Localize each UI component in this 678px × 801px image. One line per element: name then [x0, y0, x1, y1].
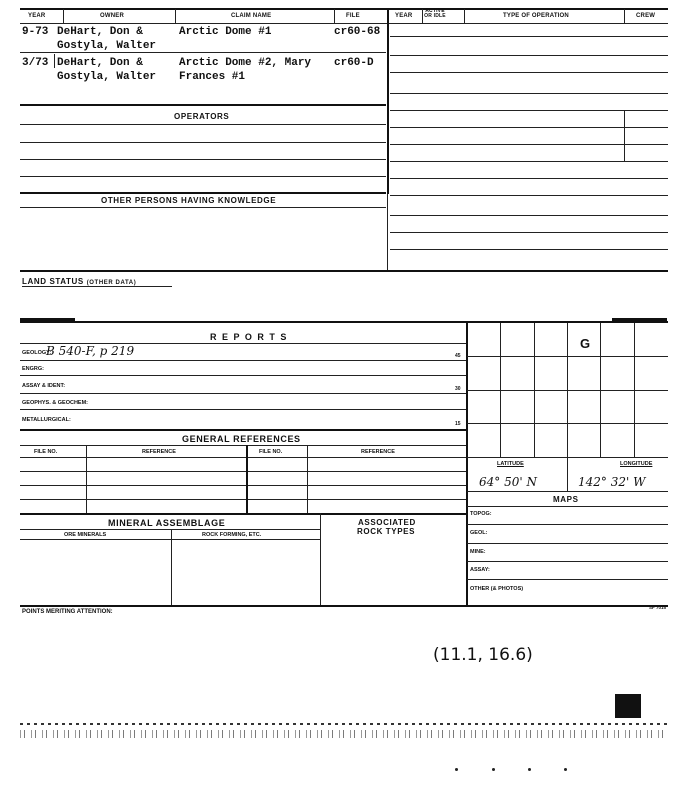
form-number: SF 7015	[649, 605, 667, 610]
col-header-active-or-idle: ACTIVE OR IDLE	[424, 8, 446, 19]
gr-col-file-no-2: FILE NO.	[259, 449, 283, 455]
row-line	[390, 36, 668, 37]
col-header-file: FILE	[346, 13, 360, 19]
row-line	[20, 393, 466, 394]
reports-number-1: 45	[455, 353, 461, 359]
divider	[171, 529, 172, 605]
row-line	[467, 491, 668, 492]
col-header-year-2: YEAR	[395, 13, 413, 19]
maps-assay-label: ASSAY:	[470, 567, 490, 573]
grid-line	[467, 356, 668, 357]
divider	[334, 9, 335, 23]
reports-heading: R E P O R T S	[210, 332, 288, 342]
longitude-value: 142° 32' W	[578, 475, 646, 489]
claim-2-owner-line-2: Gostyla, Walter	[57, 71, 157, 83]
maps-other-label: OTHER (& PHOTOS)	[470, 586, 524, 592]
ore-minerals-label: ORE MINERALS	[64, 532, 107, 538]
other-persons-heading: OTHER PERSONS HAVING KNOWLEDGE	[101, 196, 277, 205]
maps-mine-label: MINE:	[470, 549, 486, 555]
metallurgical-label: METALLURGICAL:	[22, 417, 71, 423]
operators-top	[20, 104, 386, 106]
operators-heading: OPERATORS	[174, 112, 230, 121]
row-line	[467, 543, 668, 544]
col-header-owner: OWNER	[100, 13, 124, 19]
land-status-label: LAND STATUS	[22, 277, 84, 286]
scan-mark	[20, 318, 75, 323]
col-header-crew: CREW	[636, 13, 656, 19]
row-line	[390, 249, 668, 250]
claim-1-owner-line-1: DeHart, Don &	[57, 26, 143, 38]
grid-line	[467, 423, 668, 424]
row-line	[20, 176, 386, 177]
land-status-heading	[22, 277, 136, 286]
scan-black-block	[615, 694, 641, 718]
claim-1-owner-line-2: Gostyla, Walter	[57, 40, 157, 52]
divider	[422, 9, 423, 23]
divider-right-block	[466, 321, 468, 605]
divider	[387, 194, 388, 270]
divider	[624, 9, 625, 23]
scan-mark	[612, 318, 667, 323]
row-line	[390, 215, 668, 216]
reports-number-2: 30	[455, 386, 461, 392]
land-status-sublabel: (OTHER DATA)	[86, 280, 137, 286]
row-line	[20, 529, 320, 530]
scan-dot	[455, 768, 458, 771]
gr-col-file-no-1: FILE NO.	[34, 449, 58, 455]
divider	[54, 54, 55, 68]
assay-ident-label: ASSAY & IDENT:	[22, 383, 66, 389]
section-line	[20, 270, 668, 272]
header-underline	[20, 23, 668, 24]
row-line	[390, 144, 668, 145]
rock-forming-label: ROCK FORMING, ETC.	[202, 532, 262, 538]
geophys-label: GEOPHYS. & GEOCHEM:	[22, 400, 89, 406]
col-header-year: YEAR	[28, 13, 46, 19]
geology-label: GEOLOGY:	[22, 350, 52, 356]
claim-1-claim-name: Arctic Dome #1	[179, 26, 272, 38]
longitude-label: LONGITUDE	[620, 461, 653, 467]
row-line	[467, 524, 668, 525]
claim-2-file: cr60-D	[334, 57, 374, 69]
row-line	[20, 207, 386, 208]
row-line	[390, 195, 668, 196]
section-line	[20, 605, 668, 607]
row-line	[390, 110, 668, 111]
general-references-heading: GENERAL REFERENCES	[182, 434, 301, 444]
section-line	[20, 513, 466, 515]
claim-2-claim-name-line-1: Arctic Dome #2, Mary	[179, 57, 312, 69]
row-line	[390, 93, 668, 94]
scan-noise-band	[20, 730, 668, 738]
handwritten-coordinate-note: (11.1, 16.6)	[433, 645, 533, 665]
row-line	[20, 142, 386, 143]
claim-1-year: 9-73	[22, 26, 49, 38]
row-line	[20, 124, 386, 125]
divider	[246, 445, 248, 513]
latitude-label: LATITUDE	[497, 461, 524, 467]
top-border	[20, 8, 668, 10]
divider	[320, 513, 321, 605]
geology-value: B 540-F, p 219	[46, 344, 135, 358]
claim-row-divider	[20, 52, 386, 53]
divider	[624, 110, 625, 162]
divider	[567, 457, 568, 491]
row-line	[390, 161, 668, 162]
row-line	[390, 72, 668, 73]
mineral-assemblage-heading: MINERAL ASSEMBLAGE	[108, 518, 226, 528]
claim-2-year: 3/73	[22, 57, 49, 69]
section-line	[20, 192, 386, 194]
gr-col-reference-1: REFERENCE	[142, 449, 176, 455]
row-line	[390, 178, 668, 179]
row-line	[390, 127, 668, 128]
divider	[86, 445, 87, 513]
row-line	[20, 409, 466, 410]
reports-number-3: 15	[455, 421, 461, 427]
scan-noise-line	[20, 723, 668, 725]
row-line	[390, 55, 668, 56]
col-header-claim-name: CLAIM NAME	[231, 13, 272, 19]
divider-main	[387, 9, 389, 194]
maps-topog-label: TOPOG:	[470, 511, 492, 517]
divider	[175, 9, 176, 23]
divider	[63, 9, 64, 23]
underline	[22, 286, 172, 287]
scan-dot	[492, 768, 495, 771]
scan-dot	[564, 768, 567, 771]
maps-heading: MAPS	[553, 495, 579, 504]
row-line	[467, 506, 668, 507]
row-line	[467, 561, 668, 562]
reports-top	[20, 321, 668, 323]
scan-dot	[528, 768, 531, 771]
grid-line	[467, 390, 668, 391]
row-line	[20, 159, 386, 160]
divider	[464, 9, 465, 23]
col-header-type-of-operation: TYPE OF OPERATION	[503, 13, 569, 19]
gr-col-reference-2: REFERENCE	[361, 449, 395, 455]
row-line	[390, 232, 668, 233]
row-line	[20, 360, 466, 361]
row-line	[20, 539, 320, 540]
row-line	[20, 375, 466, 376]
claim-2-claim-name-line-2: Frances #1	[179, 71, 246, 83]
points-meriting-attention-label: POINTS MERITING ATTENTION:	[22, 609, 113, 615]
maps-geol-label: GEOL:	[470, 530, 488, 536]
rock-types-heading: ROCK TYPES	[357, 527, 416, 536]
claim-2-owner-line-1: DeHart, Don &	[57, 57, 143, 69]
divider	[307, 445, 308, 513]
row-line	[467, 579, 668, 580]
claim-1-file: cr60-68	[334, 26, 381, 38]
engrg-label: ENGRG:	[22, 366, 44, 372]
latitude-value: 64° 50' N	[479, 475, 537, 489]
associated-heading: ASSOCIATED	[358, 518, 416, 527]
section-line	[20, 429, 466, 431]
grid-mark: G	[580, 336, 591, 351]
